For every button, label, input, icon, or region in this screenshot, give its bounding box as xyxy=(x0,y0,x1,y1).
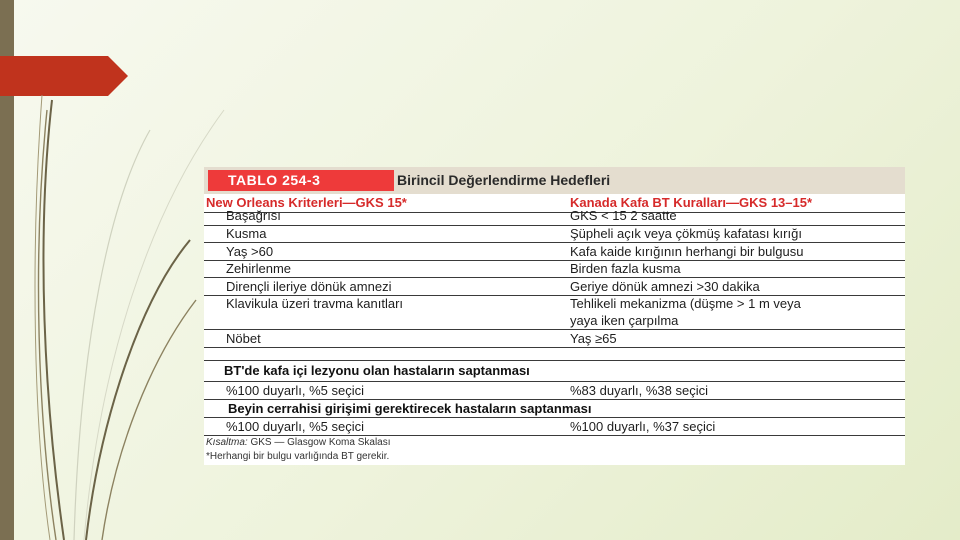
divider xyxy=(204,435,905,436)
row-2-left: Kusma xyxy=(226,226,267,241)
row-2-right: Şüpheli açık veya çökmüş kafatası kırığı xyxy=(570,226,802,241)
section-1-right-value: %83 duyarlı, %38 seçici xyxy=(570,383,709,398)
divider xyxy=(204,329,905,330)
section-1-heading: BT'de kafa içi lezyonu olan hastaların saptanması xyxy=(224,363,530,378)
table-number-label: TABLO 254-3 xyxy=(208,170,394,191)
section-1-left-value: %100 duyarlı, %5 seçici xyxy=(226,383,365,398)
divider xyxy=(204,360,905,361)
footnote-abbreviation-label: Kısaltma: xyxy=(206,437,248,448)
row-7-left: Nöbet xyxy=(226,331,261,346)
row-7-right: Yaş ≥65 xyxy=(570,331,617,346)
row-4-right: Birden fazla kusma xyxy=(570,261,681,276)
divider xyxy=(204,212,905,213)
column-header-left: New Orleans Kriterleri—GKS 15* xyxy=(206,195,407,210)
row-3-right: Kafa kaide kırığının herhangi bir bulgusu xyxy=(570,244,804,259)
divider xyxy=(204,399,905,400)
section-2-right-value: %100 duyarlı, %37 seçici xyxy=(570,419,716,434)
row-6-right: Tehlikeli mekanizma (düşme > 1 m veya xyxy=(570,296,801,311)
section-2-left-value: %100 duyarlı, %5 seçici xyxy=(226,419,365,434)
column-header-right: Kanada Kafa BT Kuralları—GKS 13–15* xyxy=(570,195,813,210)
divider xyxy=(204,277,905,278)
row-6-left: Klavikula üzeri travma kanıtları xyxy=(226,296,404,311)
divider xyxy=(204,260,905,261)
row-1-right: GKS < 15 2 saatte xyxy=(570,208,677,223)
table-title: Birincil Değerlendirme Hedefleri xyxy=(397,172,611,188)
row-4-left: Zehirlenme xyxy=(226,261,292,276)
footnote-abbreviation-text: GKS — Glasgow Koma Skalası xyxy=(250,437,391,448)
divider xyxy=(204,347,905,348)
row-5-right: Geriye dönük amnezi >30 dakika xyxy=(570,279,760,294)
table-image xyxy=(204,167,905,465)
section-2-heading: Beyin cerrahisi girişimi gerektirecek hastaların saptanması xyxy=(228,401,592,416)
row-1-left: Başağrısı xyxy=(226,208,281,223)
row-6-right-continued: yaya iken çarpılma xyxy=(570,313,679,328)
divider xyxy=(204,242,905,243)
row-3-left: Yaş >60 xyxy=(226,244,274,259)
footnote-abbreviation xyxy=(206,437,391,449)
divider xyxy=(204,417,905,418)
divider xyxy=(204,381,905,382)
footnote-star: *Herhangi bir bulgu varlığında BT gerekir. xyxy=(206,451,390,462)
row-5-left: Dirençli ileriye dönük amnezi xyxy=(226,279,392,294)
